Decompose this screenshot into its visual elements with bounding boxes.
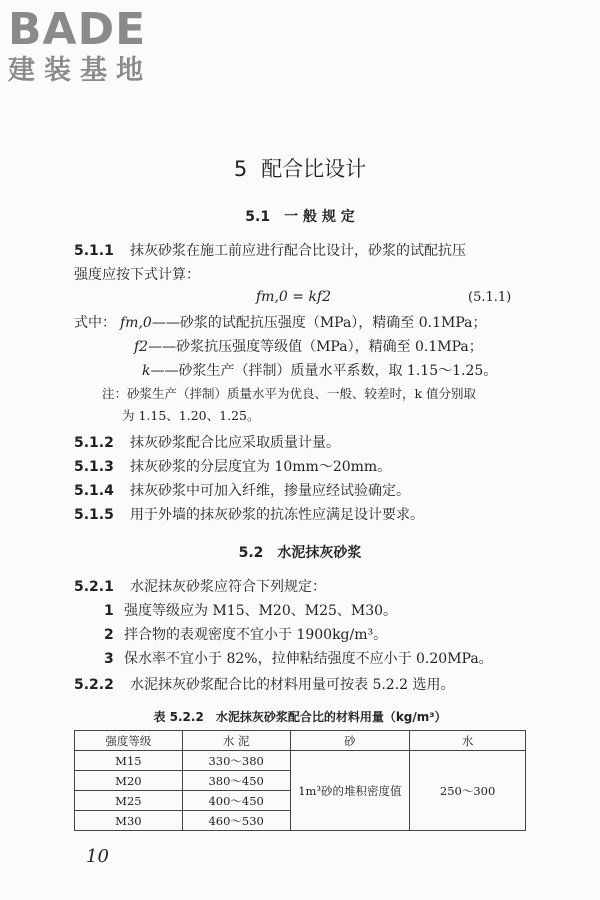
section-number: 5.1 [245, 209, 271, 225]
chapter-title-text: 配合比设计 [261, 157, 367, 181]
watermark-logo [8, 6, 178, 88]
clause-number: 5.1.1 [74, 243, 114, 259]
clause-text: 抹灰砂浆配合比应采取质量计量。 [130, 435, 340, 451]
clause-number: 5.2.2 [74, 677, 114, 693]
table-row [75, 751, 526, 771]
header-grade: 强度等级 [75, 731, 183, 751]
definition-2 [134, 336, 483, 356]
item-3 [104, 648, 493, 668]
clause-text: 用于外墙的抹灰砂浆的抗冻性应满足设计要求。 [130, 507, 424, 523]
cell-water: 250～300 [410, 751, 526, 831]
item-number: 3 [104, 651, 114, 667]
header-water: 水 [410, 731, 526, 751]
item-number: 1 [104, 603, 114, 619]
formula-text: fm,0 = kf2 [256, 289, 332, 305]
clause-text: 水泥抹灰砂浆应符合下列规定： [130, 579, 326, 595]
header-cement: 水 泥 [182, 731, 290, 751]
section-heading-5-1 [0, 206, 600, 226]
cell-cement: 330～380 [182, 751, 290, 771]
cell-grade: M25 [75, 791, 183, 811]
def-symbol: fm,0 [120, 315, 152, 331]
cell-cement: 460～530 [182, 811, 290, 831]
item-text: 强度等级应为 M15、M20、M25、M30。 [124, 603, 398, 619]
cell-grade: M15 [75, 751, 183, 771]
def-symbol: k [142, 363, 151, 379]
clause-5-1-4 [74, 480, 410, 500]
clause-text-cont: 强度应按下式计算： [74, 267, 200, 283]
def-text: ——砂浆的试配抗压强度（MPa），精确至 0.1MPa； [151, 315, 487, 331]
cell-cement: 380～450 [182, 771, 290, 791]
logo-brand-en: BADE [8, 4, 147, 55]
clause-number: 5.1.4 [74, 483, 114, 499]
item-text: 拌合物的表观密度不宜小于 1900kg/m³。 [124, 627, 388, 643]
clause-5-1-1 [74, 240, 466, 260]
note-line-2: 为 1.15、1.20、1.25。 [122, 408, 260, 423]
item-2 [104, 624, 387, 644]
clause-text: 抹灰砂浆的分层度宜为 10mm～20mm。 [130, 459, 392, 475]
where-prefix: 式中： [74, 315, 116, 331]
chapter-number: 5 [233, 157, 248, 181]
item-number: 2 [104, 627, 114, 643]
logo-brand-cn: 建装基地 [8, 55, 152, 86]
clause-text: 水泥抹灰砂浆配合比的材料用量可按表 5.2.2 选用。 [130, 677, 455, 693]
clause-5-2-1 [74, 576, 326, 596]
clause-number: 5.1.3 [74, 459, 114, 475]
cell-cement: 400～450 [182, 791, 290, 811]
definition-1 [120, 312, 487, 332]
clause-5-1-3 [74, 456, 391, 476]
section-title: 水泥抹灰砂浆 [277, 545, 362, 561]
cell-grade: M30 [75, 811, 183, 831]
clause-number: 5.1.5 [74, 507, 114, 523]
equation-number: (5.1.1) [468, 290, 512, 305]
table-caption: 表 5.2.2 水泥抹灰砂浆配合比的材料用量（kg/m³） [153, 710, 447, 724]
header-sand: 砂 [290, 731, 410, 751]
def-text: ——砂浆生产（拌制）质量水平系数，取 1.15～1.25。 [150, 363, 498, 379]
mix-ratio-table [74, 730, 526, 831]
section-heading-5-2 [0, 542, 600, 562]
clause-number: 5.1.2 [74, 435, 114, 451]
def-text: ——砂浆抗压强度等级值（MPa），精确至 0.1MPa； [148, 339, 483, 355]
clause-number: 5.2.1 [74, 579, 114, 595]
definition-3 [142, 360, 497, 380]
clause-text: 抹灰砂浆在施工前应进行配合比设计，砂浆的试配抗压 [130, 243, 466, 259]
clause-text: 抹灰砂浆中可加入纤维，掺量应经试验确定。 [130, 483, 410, 499]
item-text: 保水率不宜小于 82%，拉伸粘结强度不应小于 0.20MPa。 [124, 651, 493, 667]
page-number: 10 [86, 846, 109, 867]
section-number: 5.2 [238, 545, 264, 561]
def-symbol: f2 [134, 339, 149, 355]
chapter-title [0, 153, 600, 183]
table-header-row [75, 731, 526, 751]
clause-5-2-2 [74, 674, 455, 694]
clause-5-1-2 [74, 432, 340, 452]
note-line-1: 注：砂浆生产（拌制）质量水平为优良、一般、较差时，k 值分别取 [102, 386, 477, 401]
item-1 [104, 600, 397, 620]
section-title: 一 般 规 定 [284, 209, 355, 225]
cell-grade: M20 [75, 771, 183, 791]
cell-sand: 1m³砂的堆积密度值 [290, 751, 410, 831]
formula [256, 289, 331, 305]
clause-5-1-5 [74, 504, 424, 524]
